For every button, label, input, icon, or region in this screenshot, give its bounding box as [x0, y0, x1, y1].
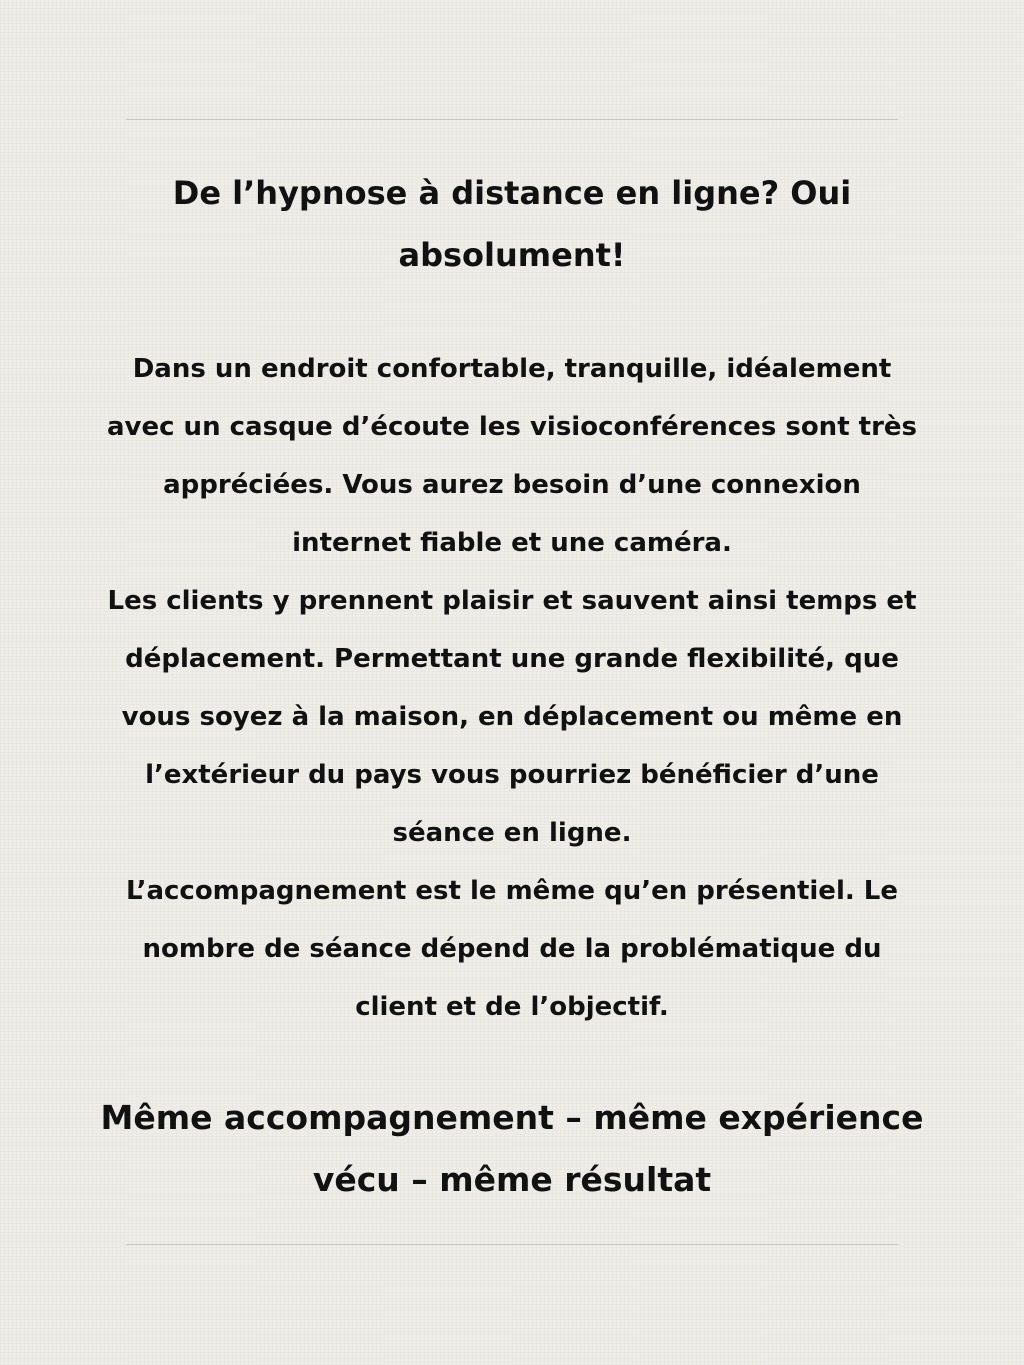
title-line: absolument!	[398, 236, 626, 274]
tagline-line: vécu – même résultat	[312, 1160, 712, 1199]
body-line: avec un casque d’écoute les visioconférences sont très	[106, 412, 918, 442]
body-line: internet fiable et une caméra.	[292, 528, 732, 558]
body-line: Les clients y prennent plaisir et sauvent ainsi temps et	[107, 586, 917, 616]
page-title	[0, 162, 1024, 286]
tagline-line: Même accompagnement – même expérience	[100, 1098, 924, 1137]
title-line: De l’hypnose à distance en ligne? Oui	[172, 174, 852, 212]
body-line: séance en ligne.	[392, 818, 632, 848]
body-line: L’accompagnement est le même qu’en présentiel. Le	[125, 876, 898, 906]
body-line: client et de l’objectif.	[355, 992, 669, 1022]
body-line: vous soyez à la maison, en déplacement ou même en	[121, 702, 903, 732]
bottom-divider	[126, 1244, 898, 1245]
top-divider	[126, 119, 898, 120]
tagline	[0, 1087, 1024, 1211]
body-line: appréciées. Vous aurez besoin d’une connexion	[163, 470, 861, 500]
body-line: Dans un endroit confortable, tranquille, idéalement	[132, 354, 892, 384]
body-line: déplacement. Permettant une grande flexibilité, que	[125, 644, 899, 674]
body-line: nombre de séance dépend de la problématique du	[142, 934, 882, 964]
body-paragraph	[0, 340, 1024, 1036]
body-line: l’extérieur du pays vous pourriez bénéficier d’une	[145, 760, 879, 790]
